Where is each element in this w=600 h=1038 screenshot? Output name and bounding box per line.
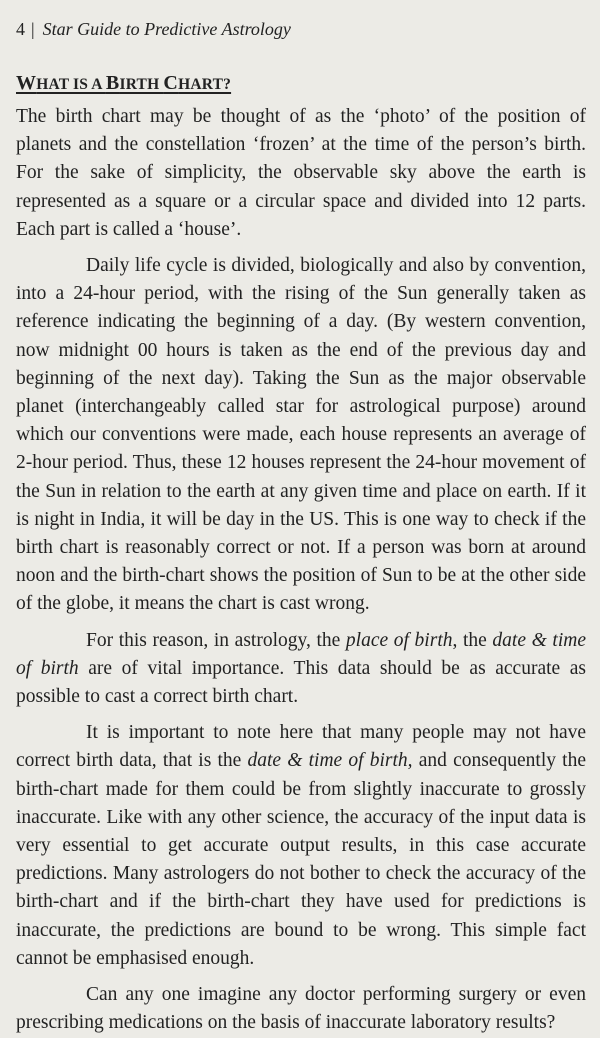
heading-rest-1: HAT IS A xyxy=(36,76,106,93)
p4-emphasis-date-time: date & time of birth, xyxy=(247,750,413,772)
p4-text-a: It is important to note here that many people may not have correct birth data, that is the xyxy=(16,722,586,772)
heading-rest-2: IRTH xyxy=(119,76,164,93)
p3-emphasis-date-time: date & time of birth xyxy=(16,629,586,679)
p3-text-a: For this reason, in astrology, the xyxy=(86,629,346,651)
running-header xyxy=(16,18,291,40)
heading-initial-c: C xyxy=(163,72,179,94)
paragraph-4 xyxy=(16,719,586,973)
paragraph-2: Daily life cycle is divided, biologically and also by convention, into a 24-hour period, with the rising of the Sun generally taken as reference indicating the beginning of a day. (By western convention, now midnight 00 hours is taken as the end of the previous day and beginning of the next day). Taking the Sun as the major observable planet (interchangeably called star for astrological purpose) around which our conventions were made, each house represents an average of 2-hour period. Thus, these 12 houses represent the 24-hour movement of the Sun in relation to the earth at any given time and place on earth. If it is night in India, it will be day in the US. This is one way to check if the birth chart is reasonably correct or not. If a person was born at around noon and the birth-chart shows the position of Sun to be at the other side of the globe, it means the chart is cast wrong. xyxy=(16,255,586,615)
heading-initial-w: W xyxy=(16,72,37,94)
p4-text-c: and consequently the birth-chart made for them could be from slightly inaccurate to grossly inaccurate. Like with any other science, the accuracy of the input data is very essential to get accurate output results, in this case accurate predictions. Many astrologers do not bother to check the accuracy of the birth-chart and if the birth-chart they have used for predictions is inaccurate, the predictions are bound to be wrong. This simple fact cannot be emphasised enough. xyxy=(16,750,586,969)
paragraph-1: The birth chart may be thought of as the ‘photo’ of the position of planets and the constellation ‘frozen’ at the time of the person’s birth. For the sake of simplicity, the observable sky above the earth is represented as a square or a circular space and divided into 12 parts. Each part is called a ‘house’. xyxy=(16,106,586,240)
heading-rest-3: HART? xyxy=(178,76,232,93)
header-separator: | xyxy=(31,19,35,39)
paragraph-3 xyxy=(16,627,586,712)
section-heading xyxy=(16,72,231,95)
page-number: 4 xyxy=(16,19,25,39)
p3-text-e: are of vital importance. This data should be as accurate as possible to cast a correct birth chart. xyxy=(16,657,587,708)
heading-initial-b: B xyxy=(105,72,120,94)
page-content xyxy=(16,72,586,1038)
paragraph-5: Can any one imagine any doctor performing surgery or even prescribing medications on the basis of inaccurate laboratory results? xyxy=(16,984,586,1034)
book-title: Star Guide to Predictive Astrology xyxy=(42,19,291,39)
p3-text-c: , the xyxy=(452,629,493,651)
p3-emphasis-place: place of birth xyxy=(345,629,453,651)
